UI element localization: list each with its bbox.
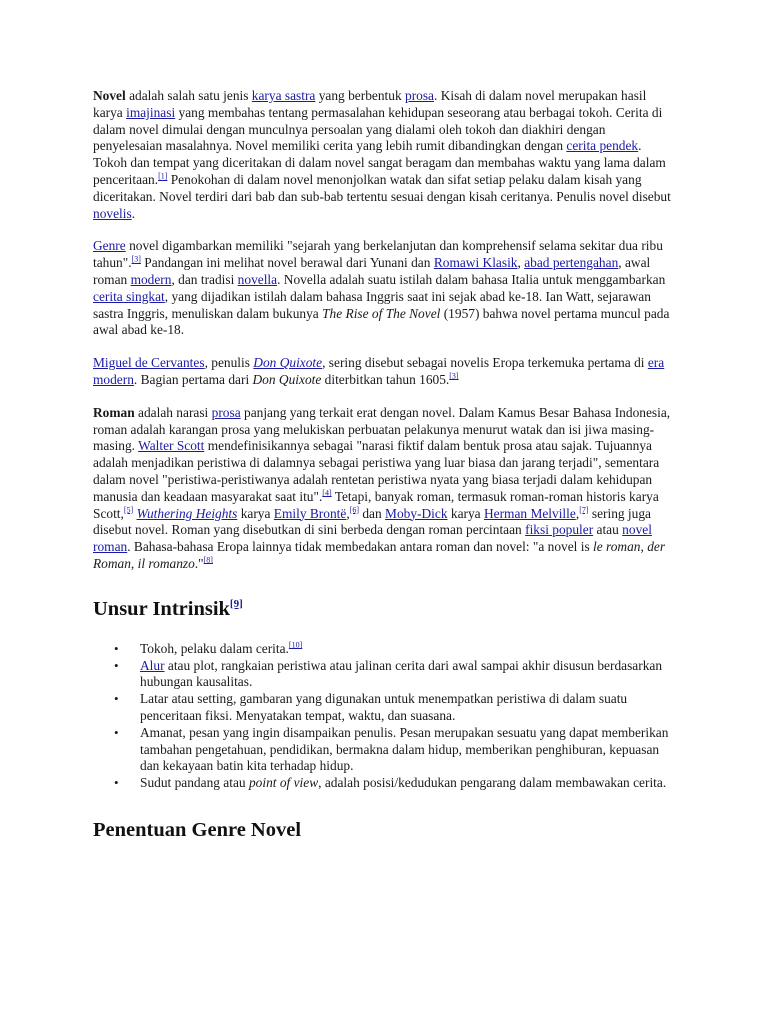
text: , awal roman bbox=[93, 255, 651, 287]
book-title: The Rise of The Novel bbox=[322, 305, 441, 321]
text: , sering disebut sebagai novelis Eropa terkemuka pertama di bbox=[322, 355, 648, 371]
ref-4[interactable]: [4] bbox=[322, 488, 332, 498]
list-item bbox=[140, 641, 674, 658]
ref-1[interactable]: [1] bbox=[158, 171, 168, 181]
link-imajinasi[interactable]: imajinasi bbox=[126, 104, 176, 120]
list-item bbox=[140, 658, 674, 692]
text: Pandangan ini melihat novel berawal dari Yunani dan bbox=[140, 255, 434, 271]
link-walter-scott[interactable]: Walter Scott bbox=[138, 438, 205, 454]
text: yang berbentuk bbox=[315, 88, 405, 103]
ref-3[interactable]: [3] bbox=[131, 254, 141, 264]
text: , bbox=[346, 505, 350, 521]
text: panjang yang terkait erat dengan novel. Dalam Kamus Besar Bahasa Indonesia, roman adalah karangan prosa yang melukiskan perbuatan pelakunya menurut watak dan isi jiwa masing-masing. bbox=[93, 404, 671, 454]
text: Sudut pandang atau bbox=[140, 775, 249, 791]
text: yang membahas tentang permasalahan kehidupan seseorang atau berbagai tokoh. Cerita di dalam novel dimulai dengan munculnya persoalan yang dialami oleh tokoh dan diakhiri dengan penyelesaian masalahnya. Novel memiliki cerita yang lebih rumit dibandingkan dengan bbox=[93, 104, 663, 154]
quote-italic: le roman, der Roman, il romanzo bbox=[93, 539, 666, 571]
ref-3b[interactable]: [3] bbox=[449, 371, 459, 381]
text: , bbox=[517, 255, 525, 271]
link-cerita-pendek[interactable]: cerita pendek bbox=[566, 138, 639, 154]
text: Amanat, pesan yang ingin disampaikan penulis. Pesan merupakan sesuatu yang dapat memberikan tambahan pengetahuan, pendidikan, bermakna dalam hidup, memberikan penghiburan, kepuasan dan kekayaan batin kita terhadap hidup. bbox=[140, 724, 669, 774]
text: karya bbox=[447, 505, 484, 521]
link-prosa-2[interactable]: prosa bbox=[211, 404, 241, 420]
link-fiksi-populer[interactable]: fiksi populer bbox=[525, 522, 594, 538]
book-title: Don Quixote bbox=[252, 371, 322, 387]
text: . Bagian pertama dari bbox=[133, 371, 253, 387]
text: Penokohan di dalam novel menonjolkan watak dan sifat setiap pelaku dalam kisah yang diceritakan. Novel terdiri dari bab dan sub-bab tertentu sesuai dengan kisah ceritanya. Penulis novel disebut bbox=[93, 171, 671, 204]
term-italic: point of view bbox=[248, 775, 319, 791]
text: . Bahasa-bahasa Eropa lainnya tidak membedakan antara roman dan novel: "a novel is bbox=[127, 539, 594, 555]
link-prosa[interactable]: prosa bbox=[405, 88, 435, 103]
text: diterbitkan tahun 1605. bbox=[321, 371, 450, 387]
text: karya bbox=[237, 505, 274, 521]
list-item bbox=[140, 691, 674, 725]
text: , dan tradisi bbox=[171, 271, 238, 287]
text: . Tokoh dan tempat yang diceritakan di dalam novel sangat beragam dan membahas waktu yang lama dalam penceritaan. bbox=[93, 138, 666, 187]
list-item bbox=[140, 775, 674, 792]
link-don-quixote[interactable]: Don Quixote bbox=[253, 355, 323, 371]
list-unsur-intrinsik bbox=[93, 641, 674, 792]
text: atau plot, rangkaian peristiwa atau jalinan cerita dari awal sampai akhir disusun berdasarkan hubungan kausalitas. bbox=[140, 657, 663, 690]
text: ." bbox=[194, 555, 204, 571]
link-emily-bronte[interactable]: Emily Brontë bbox=[273, 505, 347, 521]
text: (1957) bahwa novel pertama muncul pada awal abad ke-18. bbox=[93, 305, 670, 338]
text: . bbox=[131, 205, 136, 221]
link-romawi-klasik[interactable]: Romawi Klasik bbox=[433, 255, 518, 271]
ref-9[interactable]: [9] bbox=[229, 597, 243, 610]
ref-10[interactable]: [10] bbox=[288, 640, 303, 650]
text: mendefinisikannya sebagai "narasi fiktif dalam bentuk prosa atau sajak. Tujuannya adalah menjadikan peristiwa di dalamnya sebagai peristiwa yang luar biasa dan jarang terjadi", sementara dalam novel "peristiwa-peristiwanya adalah rentetan peristiwa nyata yang biasa terjadi dalam kehidupan manusia dan keadaan masyarakat saat itu". bbox=[93, 438, 660, 504]
heading-unsur-intrinsik bbox=[93, 597, 674, 621]
text: Latar atau setting, gambaran yang digunakan untuk menempatkan peristiwa di dalam suatu penceritaan fiksi. Menyatakan tempat, waktu, dan suasana. bbox=[140, 691, 628, 723]
paragraph-novel bbox=[93, 88, 674, 222]
link-herman-melville[interactable]: Herman Melville bbox=[483, 505, 576, 521]
text: novel digambarkan memiliki "sejarah yang berkelanjutan dan komprehensif selama sekitar dua ribu tahun". bbox=[93, 238, 663, 271]
text: Tokoh, pelaku dalam cerita. bbox=[140, 640, 289, 656]
link-modern[interactable]: modern bbox=[130, 271, 172, 287]
ref-7[interactable]: [7] bbox=[579, 505, 589, 515]
paragraph-genre bbox=[93, 238, 674, 339]
text: , bbox=[575, 505, 580, 521]
link-novelis[interactable]: novelis bbox=[93, 205, 132, 221]
ref-6[interactable]: [6] bbox=[349, 505, 360, 515]
term-novel: Novel bbox=[93, 88, 126, 103]
heading-penentuan-genre-novel: Penentuan Genre Novel bbox=[93, 818, 302, 841]
paragraph-roman bbox=[93, 405, 674, 573]
text: Tetapi, banyak roman, termasuk roman-roman historis karya Scott, bbox=[93, 488, 659, 521]
link-cerita-singkat[interactable]: cerita singkat bbox=[93, 288, 165, 304]
ref-5[interactable]: [5] bbox=[123, 505, 134, 515]
text: , adalah posisi/kedudukan pengarang dalam membawakan cerita. bbox=[318, 775, 667, 791]
text: . Novella adalah suatu istilah dalam bahasa Italia untuk menggambarkan bbox=[277, 271, 666, 287]
link-abad-pertengahan[interactable]: abad pertengahan bbox=[524, 255, 619, 271]
term-roman: Roman bbox=[93, 404, 135, 420]
link-karya-sastra[interactable]: karya sastra bbox=[251, 88, 316, 103]
link-wuthering-heights[interactable]: Wuthering Heights bbox=[136, 505, 238, 521]
list-item bbox=[140, 725, 674, 775]
link-miguel-de-cervantes[interactable]: Miguel de Cervantes bbox=[93, 355, 205, 371]
paragraph-cervantes bbox=[93, 355, 674, 389]
heading-text: Unsur Intrinsik bbox=[93, 597, 230, 620]
text: dan bbox=[359, 505, 386, 521]
text: , penulis bbox=[204, 355, 254, 371]
ref-8[interactable]: [8] bbox=[203, 555, 213, 565]
text: , yang dijadikan istilah dalam bahasa Inggris saat ini sejak abad ke-18. Ian Watt, sejarawan sastra Inggris, menuliskan dalam bukunya bbox=[93, 288, 651, 321]
text: . Kisah di dalam novel merupakan hasil karya bbox=[93, 88, 647, 120]
link-alur[interactable]: Alur bbox=[140, 657, 165, 673]
link-genre[interactable]: Genre bbox=[93, 238, 126, 254]
text: adalah narasi bbox=[134, 404, 212, 420]
link-moby-dick[interactable]: Moby-Dick bbox=[385, 505, 448, 521]
text: adalah salah satu jenis bbox=[125, 88, 252, 103]
link-novel-roman[interactable]: novel roman bbox=[93, 522, 652, 555]
text: sering juga disebut novel. Roman yang disebutkan di sini berbeda dengan roman percintaan bbox=[93, 505, 651, 538]
text: atau bbox=[593, 522, 623, 538]
link-novella[interactable]: novella bbox=[237, 271, 278, 287]
link-era-modern[interactable]: era modern bbox=[93, 355, 665, 387]
